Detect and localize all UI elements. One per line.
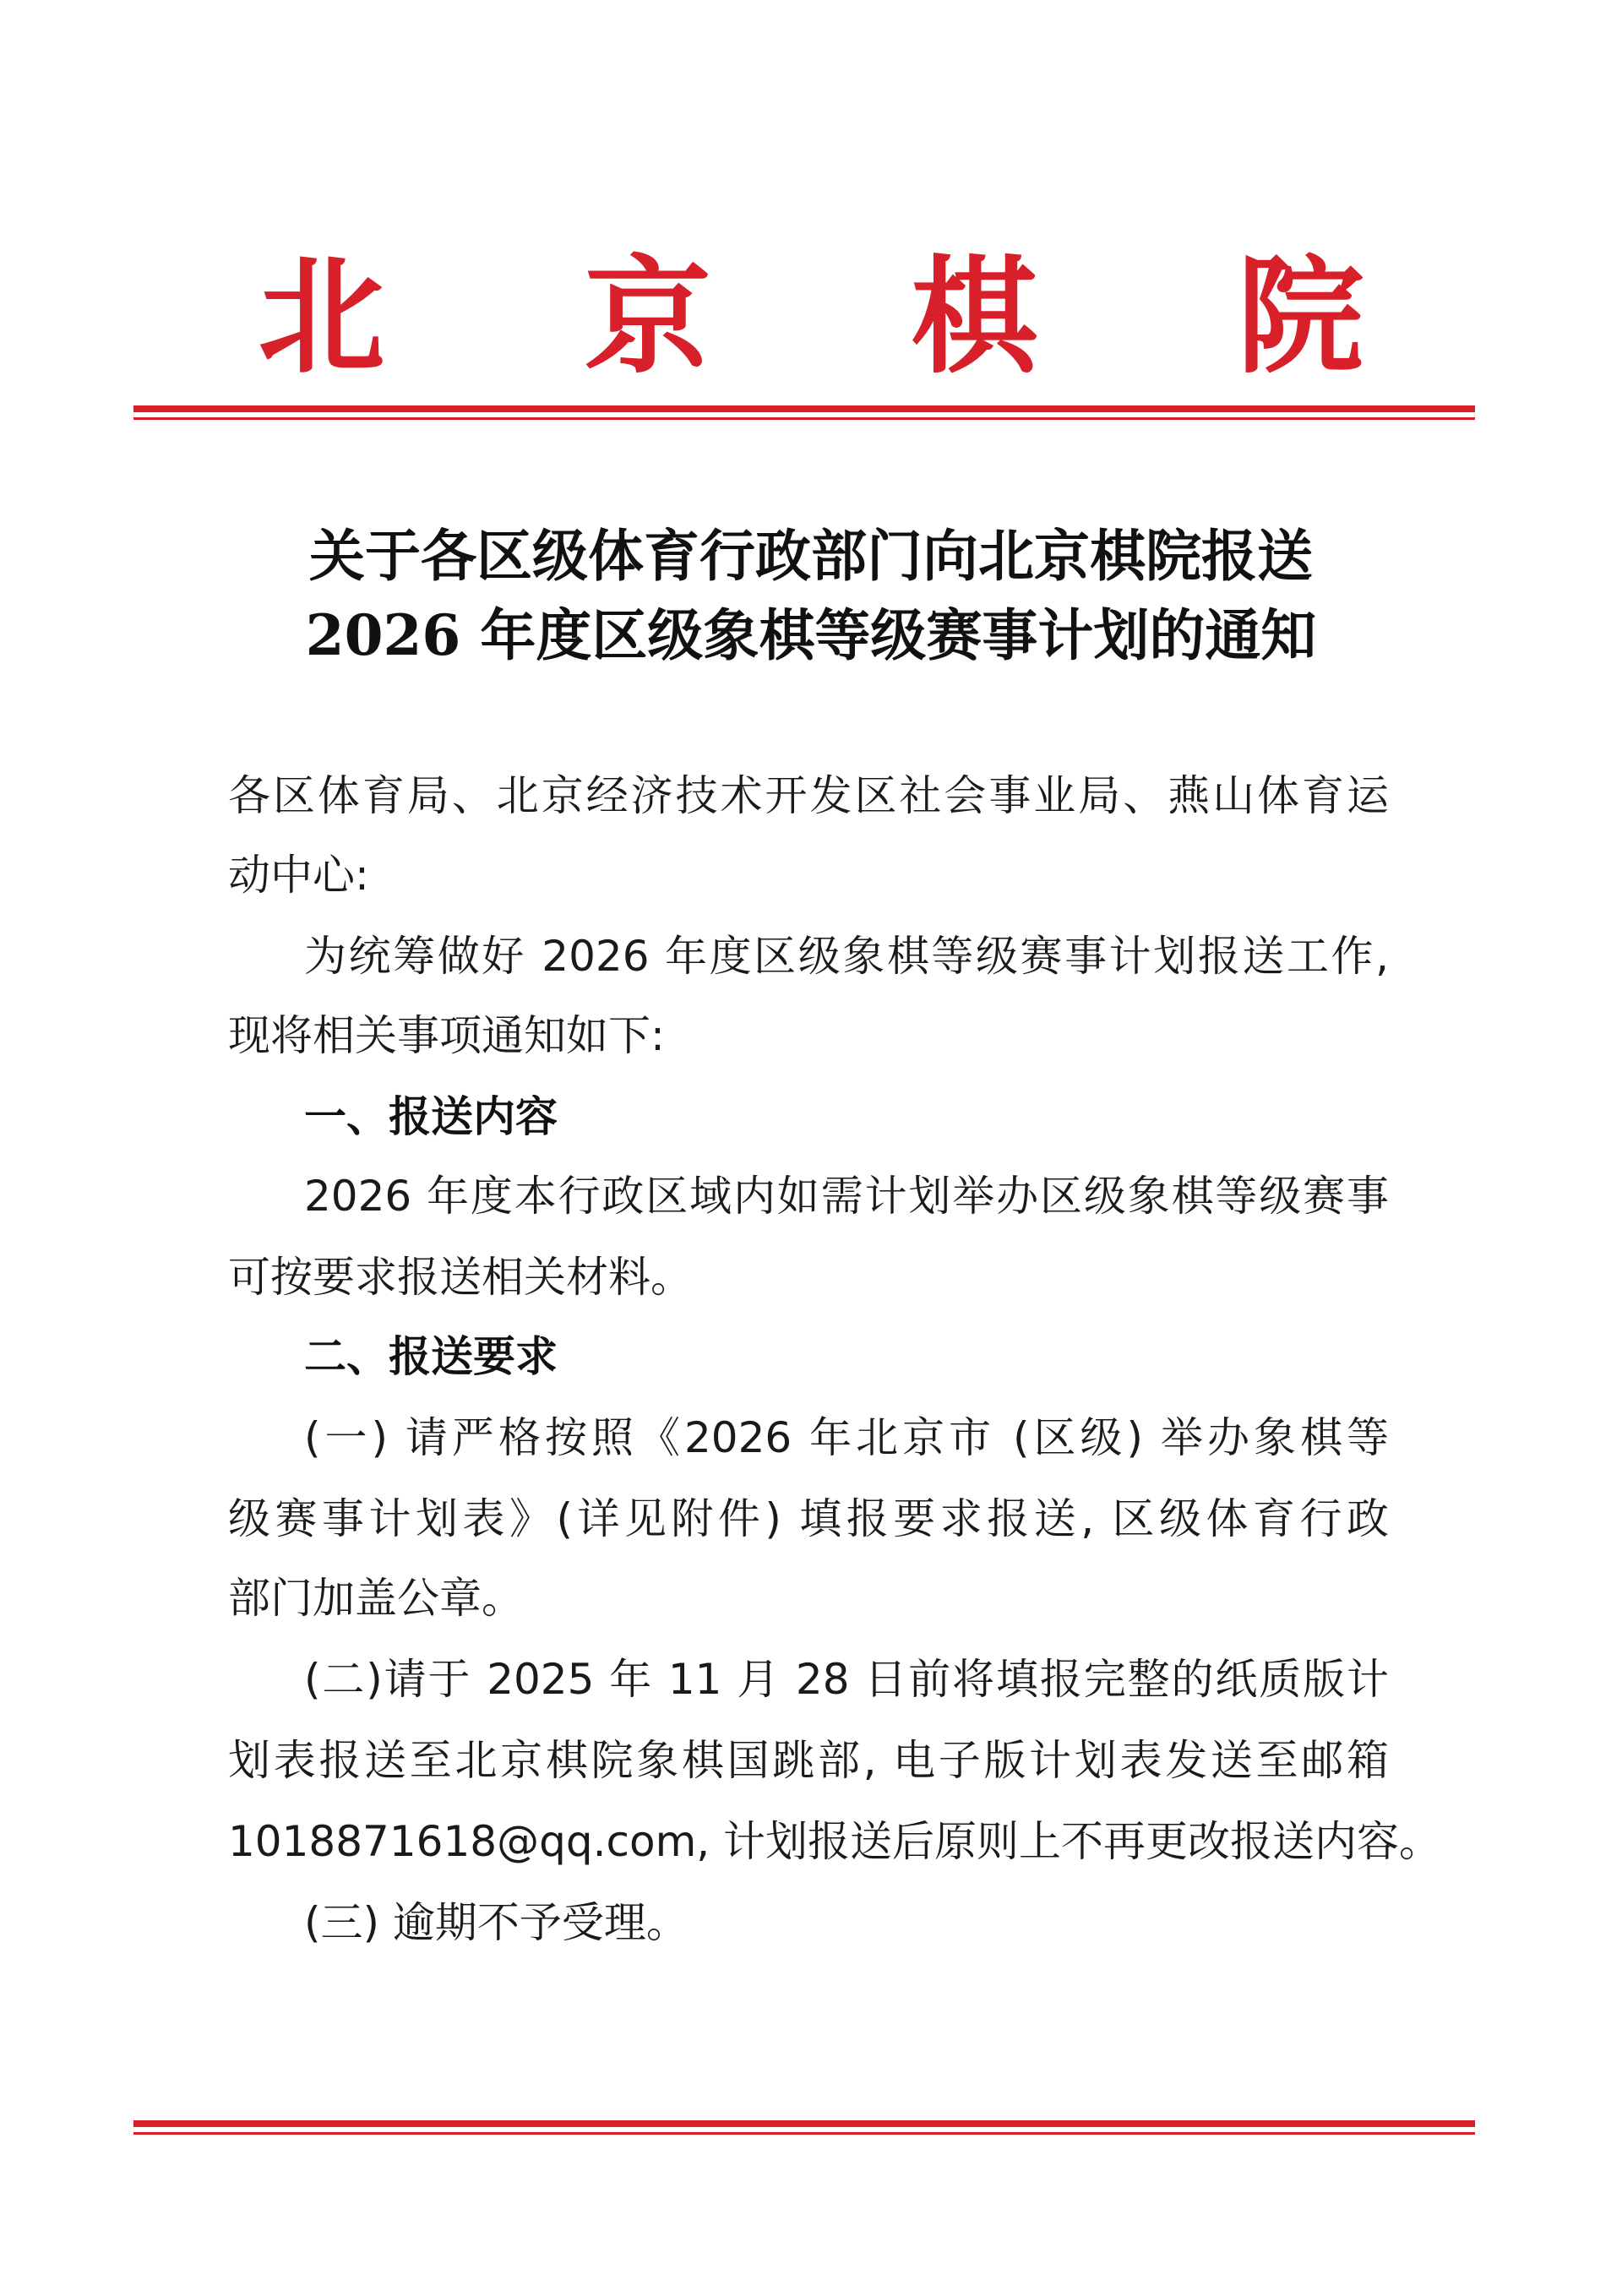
divider-thin-line: [133, 417, 1475, 420]
item-3-line: (三) 逾期不予受理。: [304, 1898, 689, 1947]
item-2-line-1: (二)请于 2025 年 11 月 28 日前将填报完整的纸质版计: [304, 1655, 1389, 1704]
footer-thin-line: [133, 2132, 1475, 2135]
footer-thick-line: [133, 2120, 1475, 2127]
item-1-line-2: 级赛事计划表》(详见附件) 填报要求报送, 区级体育行政: [228, 1494, 1389, 1543]
document-title-line-2: 2026 年度区级象棋等级赛事计划的通知: [305, 602, 1317, 668]
masthead-title: 北 京 棋 院: [258, 242, 1442, 391]
footer-divider: [133, 2120, 1475, 2135]
intro-line-2: 现将相关事项通知如下:: [228, 1011, 665, 1060]
salutation-line-2: 动中心:: [228, 851, 369, 900]
section-2-heading: 二、报送要求: [304, 1332, 558, 1381]
divider-thick-line: [133, 405, 1475, 412]
item-1-line-3: 部门加盖公章。: [228, 1574, 524, 1623]
item-2-line-3: 1018871618@qq.com, 计划报送后原则上不再更改报送内容。: [228, 1817, 1442, 1866]
section-1-text-line-2: 可按要求报送相关材料。: [228, 1253, 693, 1302]
item-2-line-2: 划表报送至北京棋院象棋国跳部, 电子版计划表发送至邮箱: [228, 1736, 1389, 1785]
masthead-divider: [133, 405, 1475, 420]
section-1-text-line-1: 2026 年度本行政区域内如需计划举办区级象棋等级赛事: [304, 1172, 1389, 1221]
salutation-line-1: 各区体育局、北京经济技术开发区社会事业局、燕山体育运: [228, 771, 1389, 820]
item-1-line-1: (一) 请严格按照《2026 年北京市 (区级) 举办象棋等: [304, 1413, 1389, 1462]
intro-line-1: 为统筹做好 2026 年度区级象棋等级赛事计划报送工作,: [304, 932, 1389, 981]
section-1-heading: 一、报送内容: [304, 1092, 558, 1141]
document-title-line-1: 关于各区级体育行政部门向北京棋院报送: [309, 523, 1313, 589]
